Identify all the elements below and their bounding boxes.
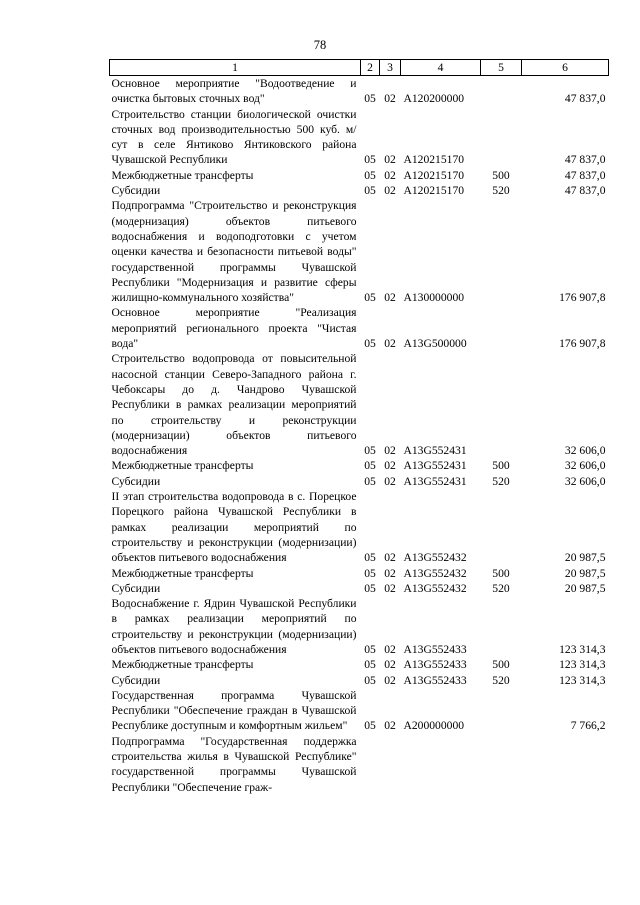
row-expense-type-cell <box>481 305 522 351</box>
row-amount-cell: 123 314,3 <box>559 642 606 656</box>
row-target-article-cell: A13G552431 <box>403 444 467 458</box>
row-section-cell: 05 <box>364 719 376 733</box>
row-section-cell: 05 <box>364 337 376 351</box>
row-section-cell: 05 <box>364 551 376 565</box>
row-amount-cell: 123 314,3 <box>559 658 606 672</box>
row-name-cell: Субсидии <box>111 474 161 488</box>
row-amount-cell: 47 837,0 <box>564 184 606 198</box>
row-name-cell: Межбюджетные трансферты <box>111 168 254 182</box>
row-subsection-cell: 02 <box>384 92 396 106</box>
row-subsection-cell: 02 <box>384 153 396 167</box>
row-target-article-cell: A13G552433 <box>403 673 467 687</box>
column-header-subsection: 3 <box>380 60 401 76</box>
row-subsection-cell: 02 <box>384 184 396 198</box>
row-name-cell: Подпрограмма "Государственная поддержка строительства жилья в Чувашской Республике" государственной программы Чувашской Республики "Обеспечение граж- <box>111 734 357 794</box>
row-amount-cell: 32 606,0 <box>564 459 606 473</box>
row-section-cell: 05 <box>364 658 376 672</box>
row-target-article-cell: A13G552433 <box>403 642 467 656</box>
row-subsection-cell: 02 <box>384 566 396 580</box>
row-section-cell: 05 <box>364 673 376 687</box>
table-row <box>110 107 609 168</box>
column-header-section: 2 <box>361 60 380 76</box>
row-section-cell: 05 <box>364 459 376 473</box>
column-header-expense-type: 5 <box>481 60 522 76</box>
row-target-article-cell: A13G552431 <box>403 474 467 488</box>
row-amount-cell: 32 606,0 <box>564 444 606 458</box>
row-section-cell: 05 <box>364 92 376 106</box>
row-subsection-cell: 02 <box>384 551 396 565</box>
row-expense-type-cell <box>481 734 522 795</box>
row-expense-type-cell: 520 <box>492 184 510 198</box>
row-amount-cell <box>522 734 609 795</box>
row-expense-type-cell <box>481 351 522 458</box>
table-row <box>110 581 609 596</box>
row-section-cell <box>361 734 380 795</box>
row-expense-type-cell <box>481 107 522 168</box>
row-amount-cell: 32 606,0 <box>564 474 606 488</box>
row-subsection-cell: 02 <box>384 459 396 473</box>
column-header-name: 1 <box>110 60 361 76</box>
row-amount-cell: 7 766,2 <box>570 719 606 733</box>
row-name-cell: II этап строительства водопровода в с. Порецкое Порецкого района Чувашской Республики в рамках реализации мероприятий по строительству и реконструкции (модернизации) объектов питьевого водоснабжения <box>111 490 357 565</box>
row-subsection-cell <box>380 734 401 795</box>
table-row <box>110 688 609 734</box>
row-subsection-cell: 02 <box>384 658 396 672</box>
row-section-cell: 05 <box>364 184 376 198</box>
row-target-article-cell: A13G552432 <box>403 581 467 595</box>
row-subsection-cell: 02 <box>384 291 396 305</box>
table-row <box>110 305 609 351</box>
page-number: 78 <box>313 38 327 52</box>
row-section-cell: 05 <box>364 153 376 167</box>
row-expense-type-cell <box>481 76 522 107</box>
row-name-cell: Субсидии <box>111 581 161 595</box>
table-row <box>110 673 609 688</box>
row-amount-cell: 20 987,5 <box>564 551 606 565</box>
table-body <box>110 76 609 795</box>
row-section-cell: 05 <box>364 581 376 595</box>
row-target-article-cell: A13G552432 <box>403 566 467 580</box>
budget-table <box>109 59 609 795</box>
table-row <box>110 168 609 183</box>
row-amount-cell: 47 837,0 <box>564 92 606 106</box>
row-name-cell: Строительство станции биологической очистки сточных вод производительностью 500 куб. м/сут в селе Янтиково Янтиковского района Чувашской Республики <box>111 107 357 167</box>
column-header-target-article: 4 <box>401 60 481 76</box>
row-section-cell: 05 <box>364 642 376 656</box>
row-target-article-cell: A120200000 <box>403 92 465 106</box>
row-target-article-cell: A120215170 <box>403 184 465 198</box>
table-row <box>110 566 609 581</box>
row-subsection-cell: 02 <box>384 337 396 351</box>
table-row <box>110 351 609 458</box>
row-subsection-cell: 02 <box>384 642 396 656</box>
table-header-row <box>110 60 609 76</box>
row-section-cell: 05 <box>364 444 376 458</box>
row-name-cell: Строительство водопровода от повысительной насосной станции Северо-Западного района г. Чебоксары до д. Чандрово Чувашской Республики в рамках реализации мероприятий по строительству и реконструкции (модернизации) объектов питьевого водоснабжения <box>111 352 357 458</box>
table-row <box>110 734 609 795</box>
row-target-article-cell: A13G500000 <box>403 337 467 351</box>
row-subsection-cell: 02 <box>384 673 396 687</box>
row-target-article-cell: A120215170 <box>403 153 465 167</box>
row-amount-cell: 123 314,3 <box>559 673 606 687</box>
row-amount-cell: 176 907,8 <box>559 337 606 351</box>
row-expense-type-cell <box>481 198 522 305</box>
row-name-cell: Межбюджетные трансферты <box>111 566 254 580</box>
row-name-cell: Подпрограмма "Строительство и реконструкция (модернизация) объектов питьевого водоснабжения и водоподготовки с учетом оценки качества и безопасности питьевой воды" государственной программы Чувашской Республики "Модернизация и развитие сферы жилищно-коммунального хозяйства" <box>111 199 357 305</box>
row-name-cell: Основное мероприятие "Реализация мероприятий регионального проекта "Чистая вода" <box>111 306 357 351</box>
row-target-article-cell: A13G552433 <box>403 658 467 672</box>
row-target-article-cell: A13G552431 <box>403 459 467 473</box>
table-row <box>110 489 609 565</box>
row-expense-type-cell: 520 <box>492 581 510 595</box>
row-expense-type-cell: 520 <box>492 474 510 488</box>
row-subsection-cell: 02 <box>384 719 396 733</box>
row-section-cell: 05 <box>364 168 376 182</box>
row-subsection-cell: 02 <box>384 168 396 182</box>
row-name-cell: Субсидии <box>111 673 161 687</box>
table-row <box>110 474 609 489</box>
row-amount-cell: 20 987,5 <box>564 581 606 595</box>
row-expense-type-cell: 500 <box>492 658 510 672</box>
row-expense-type-cell: 520 <box>492 673 510 687</box>
row-name-cell: Межбюджетные трансферты <box>111 658 254 672</box>
table-row <box>110 198 609 305</box>
table-row <box>110 458 609 473</box>
row-expense-type-cell <box>481 688 522 734</box>
row-target-article-cell: A120215170 <box>403 168 465 182</box>
table-row <box>110 76 609 107</box>
row-subsection-cell: 02 <box>384 444 396 458</box>
row-target-article-cell: A13G552432 <box>403 551 467 565</box>
row-name-cell: Государственная программа Чувашской Республики "Обеспечение граждан в Чувашской Республике доступным и комфортным жильем" <box>111 688 357 733</box>
row-name-cell: Основное мероприятие "Водоотведение и очистка бытовых сточных вод" <box>111 77 357 106</box>
row-target-article-cell <box>401 734 481 795</box>
row-subsection-cell: 02 <box>384 474 396 488</box>
table-row <box>110 183 609 198</box>
row-name-cell: Субсидии <box>111 184 161 198</box>
row-amount-cell: 20 987,5 <box>564 566 606 580</box>
row-section-cell: 05 <box>364 566 376 580</box>
row-expense-type-cell <box>481 596 522 657</box>
row-target-article-cell: A130000000 <box>403 291 465 305</box>
row-name-cell: Водоснабжение г. Ядрин Чувашской Республики в рамках реализации мероприятий по строительству и реконструкции (модернизации) объектов питьевого водоснабжения <box>111 597 357 656</box>
row-expense-type-cell: 500 <box>492 566 510 580</box>
row-expense-type-cell: 500 <box>492 168 510 182</box>
table-row <box>110 596 609 657</box>
row-amount-cell: 47 837,0 <box>564 153 606 167</box>
row-section-cell: 05 <box>364 474 376 488</box>
row-expense-type-cell: 500 <box>492 459 510 473</box>
row-amount-cell: 176 907,8 <box>559 291 606 305</box>
table-row <box>110 657 609 672</box>
row-expense-type-cell <box>481 489 522 565</box>
row-subsection-cell: 02 <box>384 581 396 595</box>
column-header-amount: 6 <box>522 60 609 76</box>
row-section-cell: 05 <box>364 291 376 305</box>
row-amount-cell: 47 837,0 <box>564 168 606 182</box>
row-target-article-cell: A200000000 <box>403 719 465 733</box>
row-name-cell: Межбюджетные трансферты <box>111 459 254 473</box>
